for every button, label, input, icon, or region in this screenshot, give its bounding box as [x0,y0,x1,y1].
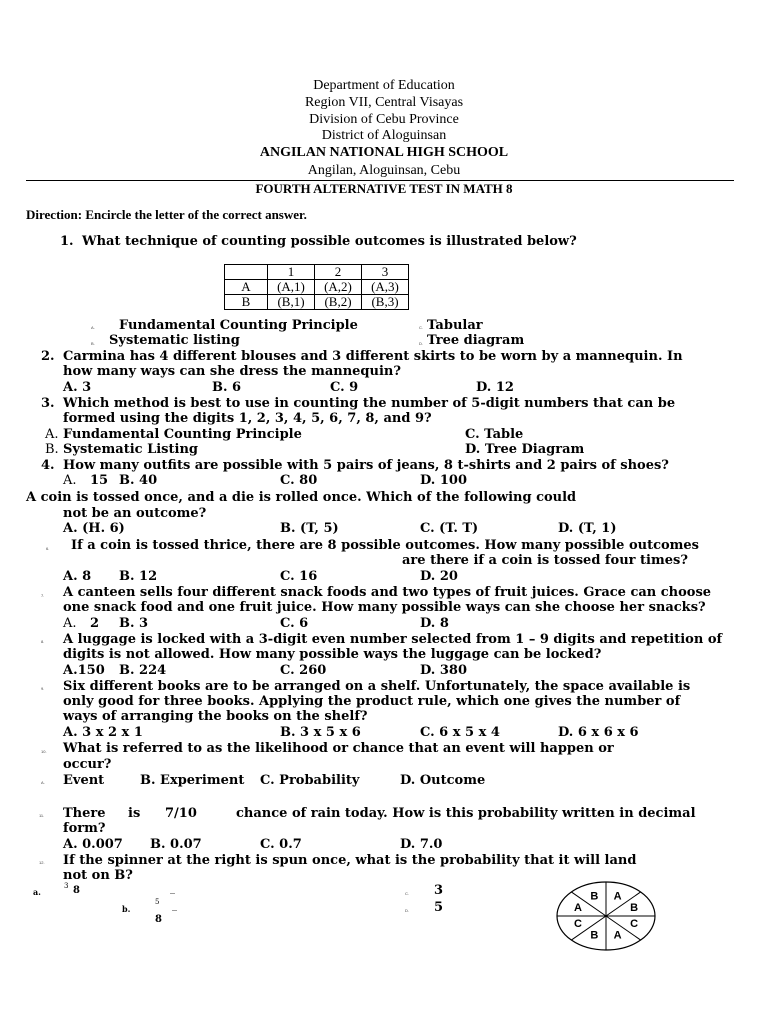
q8-option-b[interactable]: B. 224 [119,663,167,678]
q5-option-c[interactable]: C. (T. T) [420,521,479,536]
q3-option-c[interactable]: C. Table [465,427,524,442]
q11-option-c[interactable]: C. 0.7 [260,837,302,852]
counting-table [224,264,409,310]
q1-option-a-mark[interactable]: A. [91,325,95,330]
q5-line1: A coin is tossed once, and a die is rolled once. Which of the following could [26,490,577,505]
table-cell: B [225,295,268,310]
q1-text: What technique of counting possible outcomes is illustrated below? [82,234,577,249]
q12-number: 12. [39,860,45,865]
q12-option-a-value[interactable]: 8 [73,885,80,896]
q7-option-d[interactable]: D. 8 [420,616,449,631]
table-cell: (A,3) [362,280,409,295]
q8-line2: digits is not allowed. How many possible ways the luggage can be locked? [63,647,602,662]
q4-text: How many outfits are possible with 5 pairs of jeans, 8 t-shirts and 2 pairs of shoes? [63,458,669,473]
q4-option-b[interactable]: B. 40 [119,473,158,488]
q1-option-b-mark[interactable]: B. [91,341,95,346]
q3-number: 3. [41,396,55,411]
table-cell [225,265,268,280]
q7-option-b[interactable]: B. 3 [119,616,149,631]
q4-option-d[interactable]: D. 100 [420,473,467,488]
spinner-label: B [630,901,639,914]
q1-option-c-mark[interactable]: C. [419,325,423,330]
q1-number: 1. [60,234,74,249]
table-cell: 3 [362,265,409,280]
q12-option-a-mark[interactable]: a. [33,887,41,897]
q5-option-a[interactable]: A. (H. 6) [63,521,125,536]
q9-option-b[interactable]: B. 3 x 5 x 6 [280,725,361,740]
spinner-label: C [630,917,639,930]
spinner-label: A [573,901,582,914]
school-name: ANGILAN NATIONAL HIGH SCHOOL [259,145,509,160]
header-line-district: District of Aloguinsan [321,128,447,143]
q2-option-b[interactable]: B. 6 [212,380,242,395]
q12-line1: If the spinner at the right is spun once, what is the probability that it will land [63,853,637,868]
q11-line1-rest: chance of rain today. How is this probability written in decimal [236,806,696,821]
q10-option-d[interactable]: D. Outcome [400,773,486,788]
q12-option-c-mark[interactable]: C. [405,891,409,896]
q2-line1: Carmina has 4 different blouses and 3 different skirts to be worn by a mannequin. In [63,349,683,364]
q5-line2: not be an outcome? [63,506,207,521]
spinner-graphic [555,880,657,952]
q7-option-a[interactable]: 2 [90,616,100,631]
table-cell: (B,2) [315,295,362,310]
q8-option-a[interactable]: A.150 [63,663,105,678]
q8-option-d[interactable]: D. 380 [420,663,467,678]
spinner-label: A [613,890,622,903]
table-cell: A [225,280,268,295]
q3-line2: formed using the digits 1, 2, 3, 4, 5, 6, 7, 8, and 9? [63,411,432,426]
q2-line2: how many ways can she dress the mannequin? [63,364,401,379]
q6-option-d[interactable]: D. 20 [420,569,458,584]
q4-option-a[interactable]: 15 [90,473,109,488]
q6-number: 6. [46,546,50,551]
q1-option-c[interactable]: Tabular [427,318,483,333]
q11-option-a[interactable]: A. 0.007 [63,837,123,852]
q6-option-b[interactable]: B. 12 [119,569,158,584]
q10-line2: occur? [63,757,112,772]
q9-line3: ways of arranging the books on the shelf? [63,709,368,724]
table-cell: (B,1) [268,295,315,310]
q7-line1: A canteen sells four different snack foods and two types of fruit juices. Grace can choose [63,585,712,600]
table-cell: 1 [268,265,315,280]
q9-line1: Six different books are to be arranged on a shelf. Unfortunately, the space available is [63,679,691,694]
q7-option-c[interactable]: C. 6 [280,616,309,631]
q1-option-d-mark[interactable]: D. [419,341,423,346]
q10-option-b[interactable]: B. Experiment [140,773,245,788]
table-cell: 2 [315,265,362,280]
spinner-label: B [590,890,599,903]
q7-number: 7. [41,593,45,598]
q12-option-b-dash: _ [172,900,177,911]
q9-number: 9. [41,686,45,691]
q12-option-c[interactable]: 3 [434,883,444,898]
q1-option-d[interactable]: Tree diagram [427,333,525,348]
q11-word-there: There [63,806,106,821]
q12-option-d[interactable]: 5 [434,900,444,915]
q10-number: 10. [41,749,47,754]
q4-number: 4. [41,458,55,473]
q1-option-b[interactable]: Systematic listing [109,333,240,348]
q11-word-is: is [128,806,141,821]
q11-number: 11. [39,813,45,818]
q8-number: 8. [41,639,45,644]
q9-option-a[interactable]: A. 3 x 2 x 1 [63,725,143,740]
q5-option-d[interactable]: D. (T, 1) [558,521,617,536]
q12-option-a-dash: _ [170,883,175,894]
q9-option-c[interactable]: C. 6 x 5 x 4 [420,725,500,740]
q7-option-a-mark[interactable]: A. [63,616,77,631]
q3-option-b[interactable]: Systematic Listing [63,442,198,457]
spinner-label: B [590,929,599,942]
q10-option-c[interactable]: C. Probability [260,773,360,788]
school-address: Angilan, Aloguinsan, Cebu [307,163,461,178]
q3-option-a-mark[interactable]: A. [45,427,59,442]
q4-option-a-mark[interactable]: A. [63,473,77,488]
direction-text: Direction: Encircle the letter of the correct answer. [26,207,307,222]
q3-option-b-mark[interactable]: B. [45,442,59,457]
q10-option-a[interactable]: Event [63,773,105,788]
test-title: FOURTH ALTERNATIVE TEST IN MATH 8 [255,181,513,196]
q2-number: 2. [41,349,55,364]
q11-option-b[interactable]: B. 0.07 [150,837,202,852]
q6-option-a[interactable]: A. 8 [63,569,92,584]
q2-option-a[interactable]: A. 3 [63,380,92,395]
table-cell: (A,2) [315,280,362,295]
q10-option-a-mark[interactable]: A. [41,780,45,785]
q5-option-b[interactable]: B. (T, 5) [280,521,339,536]
q11-option-d[interactable]: D. 7.0 [400,837,443,852]
table-cell: (A,1) [268,280,315,295]
q9-option-d[interactable]: D. 6 x 6 x 6 [558,725,639,740]
q3-option-d[interactable]: D. Tree Diagram [465,442,585,457]
q2-option-c[interactable]: C. 9 [330,380,359,395]
q3-line1: Which method is best to use in counting the number of 5-digit numbers that can be [63,396,676,411]
q1-option-a[interactable]: Fundamental Counting Principle [119,318,358,333]
q12-option-b-sup: 5 [155,898,160,906]
q6-line2: are there if a coin is tossed four times? [402,553,688,568]
q10-line1: What is referred to as the likelihood or chance that an event will happen or [63,741,614,756]
q12-option-b-mark[interactable]: b. [122,904,131,914]
q3-option-a[interactable]: Fundamental Counting Principle [63,427,302,442]
table-cell: (B,3) [362,295,409,310]
q4-option-c[interactable]: C. 80 [280,473,318,488]
q9-line2: only good for three books. Applying the product rule, which one gives the number of [63,694,681,709]
spinner-label: A [613,929,622,942]
header-line-division: Division of Cebu Province [309,112,459,127]
q12-option-a-sup: 3 [64,882,69,890]
q12-option-b-denominator[interactable]: 8 [155,914,162,925]
q12-option-d-mark[interactable]: D. [405,908,409,913]
q7-line2: one snack food and one fruit juice. How many possible ways can she choose her snacks? [63,600,706,615]
q8-option-c[interactable]: C. 260 [280,663,327,678]
header-line-region: Region VII, Central Visayas [304,95,464,110]
q2-option-d[interactable]: D. 12 [476,380,514,395]
q8-line1: A luggage is locked with a 3-digit even number selected from 1 – 9 digits and repetition of [63,632,723,647]
q11-fraction: 7/10 [165,806,197,821]
q11-line2: form? [63,821,106,836]
header-line-department: Department of Education [313,78,455,93]
q6-line1: If a coin is tossed thrice, there are 8 possible outcomes. How many possible outcomes [71,538,700,553]
spinner-label: C [573,917,582,930]
q6-option-c[interactable]: C. 16 [280,569,318,584]
q12-line2: not on B? [63,868,133,883]
